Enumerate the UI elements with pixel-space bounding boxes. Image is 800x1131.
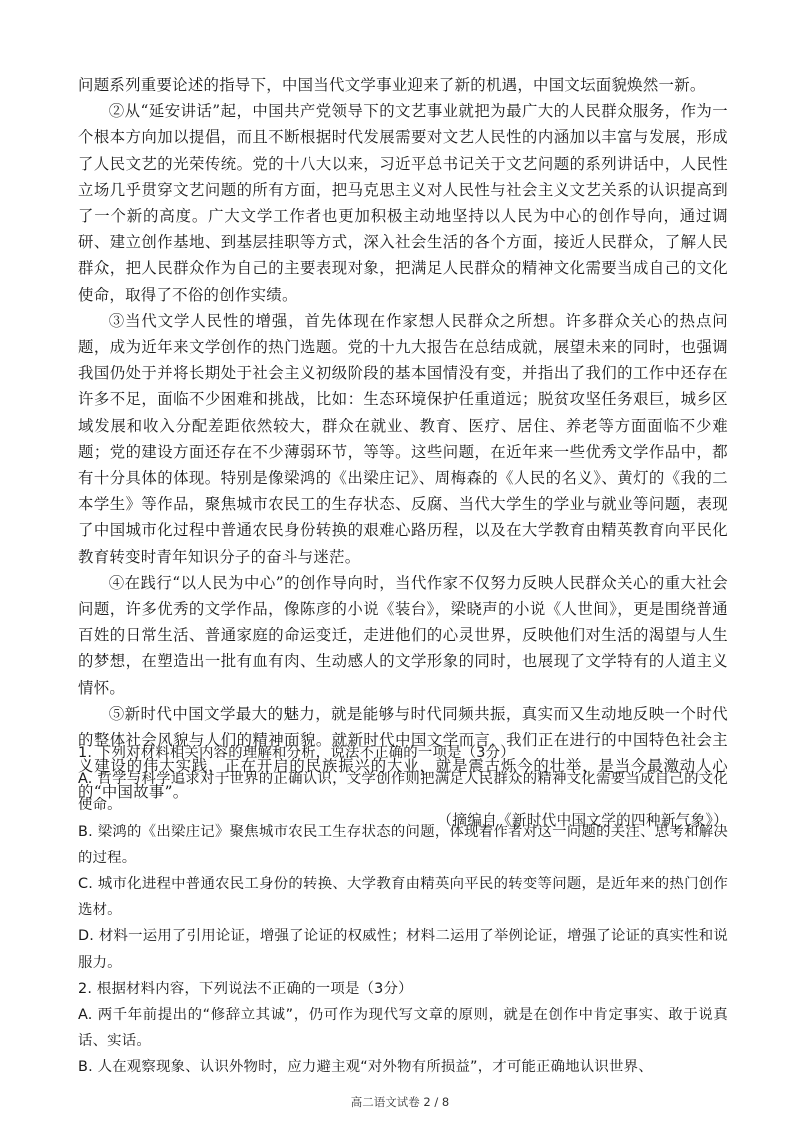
passage-paragraph-2: ②从“延安讲话”起，中国共产党领导下的文艺事业就把为最广大的人民群众服务，作为一个根本方向加以提倡，而且不断根据时代发展需要对文艺人民性的内涵加以丰富与发展，形成了人民文艺的光荣传统。党的十八大以来，习近平总书记关于文艺问题的系列讲话中，人民性立场几乎贯穿文艺问题的所有方面，把马克思主义对人民性与社会主义文艺关系的认识提高到了一个新的高度。广大文学工作者也更加积极主动地坚持以人民为中心的创作导向，通过调研、建立创作基地、到基层挂职等方式，深入社会生活的各个方面，接近人民群众，了解人民群众，把人民群众作为自己的主要表现对象，把满足人民群众的精神文化需要当成自己的文化使命，取得了不俗的创作实绩。 <box>78 102 728 304</box>
question-2 <box>78 976 728 1081</box>
question-2-stem: 2. 根据材料内容，下列说法不正确的一项是（3分） <box>78 980 413 997</box>
question-1-option-b: B. 梁鸿的《出梁庄记》聚焦城市农民工生存状态的问题，体现着作者对这一问题的关注、思考和解决的过程。 <box>78 823 728 866</box>
question-1-option-a: A. 哲学与科学追求对于世界的正确认识，文学创作则把满足人民群众的精神文化需要当成自己的文化使命。 <box>78 771 728 814</box>
question-1-stem: 1. 下列对材料相关内容的理解和分析，说法不正确的一项是（3分） <box>78 745 515 761</box>
questions-section <box>78 740 728 1081</box>
question-1 <box>78 740 728 976</box>
passage-source: （摘编自《新时代中国文学的四种新气象》） <box>437 811 728 829</box>
reading-passage <box>78 72 728 834</box>
question-2-option-a: A. 两千年前提出的“修辞立其诚”，仍可作为现代写文章的原则，就是在创作中肯定事实、敢于说真话、实话。 <box>78 1007 728 1050</box>
question-2-option-b: B. 人在观察现象、认识外物时，应力避主观“对外物有所损益”，才可能正确地认识世界、 <box>78 1059 653 1076</box>
question-1-option-d: D. 材料一运用了引用论证，增强了论证的权威性；材料二运用了举例论证，增强了论证的真实性和说服力。 <box>78 928 728 971</box>
passage-paragraph-4: ④在践行“以人民为中心”的创作导向时，当代作家不仅努力反映人民群众关心的重大社会问题，许多优秀的文学作品，像陈彦的小说《装台》，梁晓声的小说《人世间》，更是围绕普通百姓的日常生活、普通家庭的命运变迁，走进他们的心灵世界，反映他们对生活的渴望与人生的梦想，在塑造出一批有血有肉、生动感人的文学形象的同时，也展现了文学特有的人道主义情怀。 <box>78 573 728 697</box>
passage-paragraph-continued: 问题系列重要论述的指导下，中国当代文学事业迎来了新的机遇，中国文坛面貌焕然一新。 <box>78 76 706 94</box>
page-footer: 高二语文试卷 2 / 8 <box>350 1095 450 1109</box>
question-1-option-c: C. 城市化进程中普通农民工身份的转换、大学教育由精英向平民的转变等问题，是近年来的热门创作选材。 <box>78 876 728 919</box>
passage-paragraph-3: ③当代文学人民性的增强，首先体现在作家想人民群众之所想。许多群众关心的热点问题，成为近年来文学创作的热门选题。党的十九大报告在总结成就，展望未来的同时，也强调我国仍处于并将长期处于社会主义初级阶段的基本国情没有变，并指出了我们的工作中还存在许多不足，面临不少困难和挑战，比如：生态环境保护任重道远；脱贫攻坚任务艰巨，城乡区域发展和收入分配差距依然较大，群众在就业、教育、医疗、居住、养老等方面面临不少难题；党的建设方面还存在不少薄弱环节，等等。这些问题，在近年来一些优秀文学作品中，都有十分具体的体现。特别是像梁鸿的《出梁庄记》、周梅森的《人民的名义》、黄灯的《我的二本学生》等作品，聚焦城市农民工的生存状态、反腐、当代大学生的学业与就业等问题，表现了中国城市化过程中普通农民身份转换的艰难心路历程，以及在大学教育由精英教育向平民化教育转变时青年知识分子的奋斗与迷茫。 <box>78 311 728 566</box>
passage-paragraph-5: ⑤新时代中国文学最大的魅力，就是能够与时代同频共振，真实而又生动地反映一个时代的整体社会风貌与人们的精神面貌。就新时代中国文学而言，我们正在进行的中国特色社会主义建设的伟大实践，正在开启的民族振兴的大业，就是震古烁今的壮举，是当今最激动人心的“中国故事”。 <box>78 704 728 802</box>
